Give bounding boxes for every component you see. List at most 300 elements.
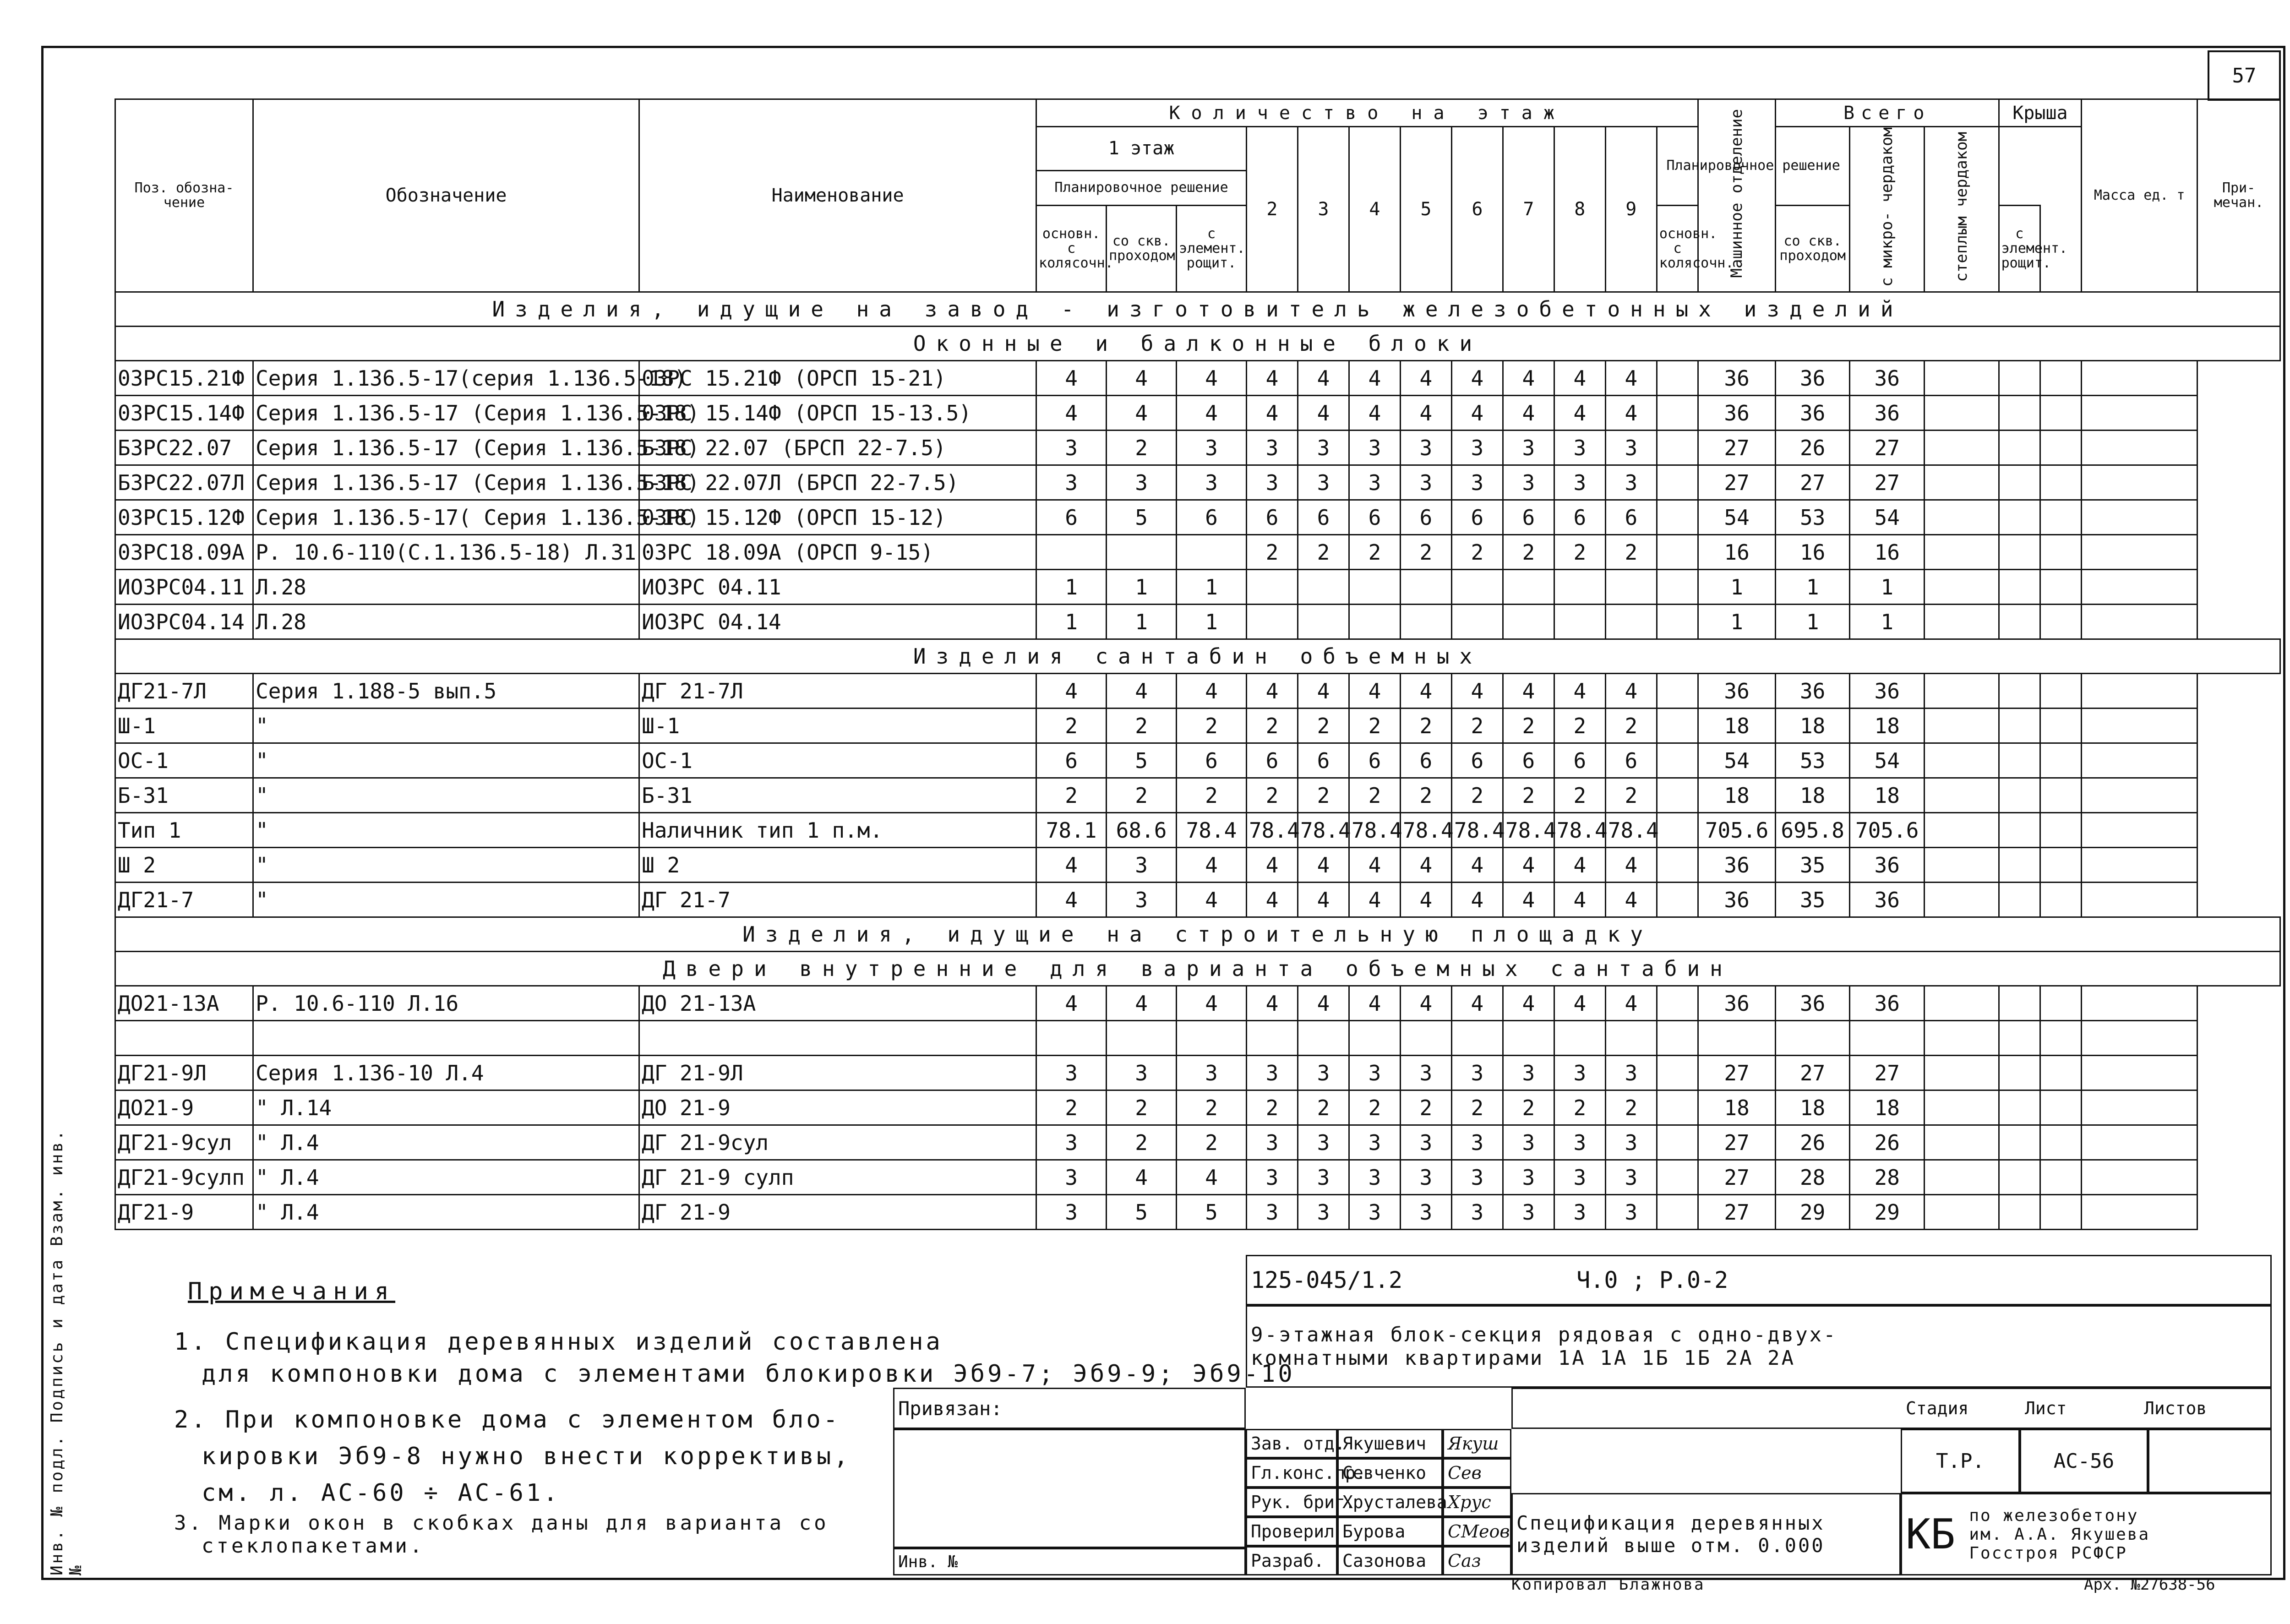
cell-total: 27	[1850, 431, 1925, 465]
cell-machine-room	[1657, 1125, 1698, 1160]
cell-empty	[1999, 1021, 2040, 1056]
cell-name: ИО3РС 04.14	[639, 605, 1036, 639]
cell-qty: 6	[1177, 500, 1247, 535]
cell-machine-room	[1657, 396, 1698, 431]
cell-total: 16	[1698, 535, 1776, 570]
cell-empty	[1999, 778, 2040, 813]
cell-qty: 2	[1298, 708, 1349, 743]
col-floor1: 1 этаж	[1036, 127, 1247, 171]
cell-position: ДО21-13А	[115, 986, 253, 1021]
cell-position: ДГ21-9Л	[115, 1056, 253, 1090]
cell-total: 705.6	[1698, 813, 1776, 848]
cell-qty	[1349, 605, 1400, 639]
cell-empty	[1999, 1125, 2040, 1160]
cell-qty: 4	[1298, 396, 1349, 431]
cell-total: 18	[1850, 778, 1925, 813]
cell-qty: 2	[1554, 1090, 1605, 1125]
cell-total: 18	[1775, 778, 1850, 813]
title-block	[893, 1255, 2281, 1594]
section-title-2: Изделия сантабин объемных	[115, 639, 2280, 674]
cell-total: 27	[1698, 431, 1776, 465]
cell-empty	[2082, 431, 2197, 465]
section-title-3a: Двери внутренние для варианта объемных сантабин	[115, 952, 2280, 986]
cell-position: ДГ21-7Л	[115, 674, 253, 708]
cell-total: 36	[1850, 396, 1925, 431]
cell-empty	[1925, 883, 1999, 917]
cell-name: ДГ 21-9 сулп	[639, 1160, 1036, 1195]
cell-name: ДГ 21-9Л	[639, 1056, 1036, 1090]
cell-designation: Серия 1.136.5-17( Серия 1.136.5-18)	[253, 500, 639, 535]
cell-qty: 3	[1400, 465, 1451, 500]
cell-qty: 3	[1554, 1056, 1605, 1090]
note-3a: 3. Марки окон в скобках даны для варианта со	[174, 1511, 829, 1535]
col-roof-a: с микро- чердаком	[1850, 127, 1925, 292]
cell-empty	[2082, 743, 2197, 778]
cell-qty: 3	[1298, 1160, 1349, 1195]
cell-empty	[2082, 778, 2197, 813]
cell-name: 03РС 15.12Ф (ОРСП 15-12)	[639, 500, 1036, 535]
cell-total: 1	[1775, 570, 1850, 605]
cell-qty: 2	[1246, 1090, 1298, 1125]
cell-total: 28	[1775, 1160, 1850, 1195]
stamp-title-1: 9-этажная блок-секция рядовая с одно-двух-	[1251, 1323, 1837, 1346]
cell-qty: 3	[1036, 1056, 1107, 1090]
cell-qty: 6	[1036, 743, 1107, 778]
cell-empty	[2082, 883, 2197, 917]
cell-empty	[2040, 535, 2081, 570]
cell-empty	[1925, 1160, 1999, 1195]
cell-empty	[2082, 1056, 2197, 1090]
side-strip-label: Инв. № подл. Подпись и дата Взам. инв.№	[48, 1128, 85, 1575]
cell-qty	[1400, 1021, 1451, 1056]
cell-qty: 4	[1246, 361, 1298, 396]
cell-qty: 1	[1036, 570, 1107, 605]
cell-total: 705.6	[1850, 813, 1925, 848]
cell-qty: 4	[1503, 848, 1554, 883]
cell-qty: 3	[1349, 465, 1400, 500]
cell-total: 36	[1775, 674, 1850, 708]
cell-qty: 4	[1107, 361, 1177, 396]
cell-qty: 4	[1451, 396, 1503, 431]
cell-qty: 6	[1400, 743, 1451, 778]
table-row	[115, 743, 2280, 778]
stamp-role: Рук. бриг.	[1246, 1488, 1337, 1517]
stamp-role: Зав. отд.	[1246, 1429, 1337, 1458]
note-2b: кировки Эб9-8 нужно внести коррективы,	[202, 1443, 851, 1470]
cell-total	[1850, 1021, 1925, 1056]
cell-machine-room	[1657, 570, 1698, 605]
cell-total: 35	[1775, 883, 1850, 917]
cell-empty	[2082, 535, 2197, 570]
cell-empty	[1999, 883, 2040, 917]
cell-position: 03РС15.12Ф	[115, 500, 253, 535]
cell-total: 36	[1698, 986, 1776, 1021]
cell-qty: 4	[1036, 361, 1107, 396]
col-floor-7: 7	[1503, 127, 1554, 292]
cell-empty	[1925, 1125, 1999, 1160]
cell-name: ОС-1	[639, 743, 1036, 778]
cell-qty: 2	[1503, 535, 1554, 570]
cell-qty: 4	[1036, 883, 1107, 917]
cell-qty: 3	[1349, 1195, 1400, 1230]
col-f1-walk: со скв. проходом	[1107, 205, 1177, 292]
cell-empty	[1925, 500, 1999, 535]
cell-empty	[1925, 708, 1999, 743]
cell-qty: 3	[1036, 465, 1107, 500]
cell-name: 03РС 15.21Ф (ОРСП 15-21)	[639, 361, 1036, 396]
stamp-person: Сазонова	[1337, 1546, 1443, 1575]
cell-empty	[2040, 1056, 2081, 1090]
cell-empty	[2082, 1125, 2197, 1160]
cell-qty: 2	[1298, 535, 1349, 570]
cell-qty: 2	[1605, 708, 1657, 743]
cell-qty: 2	[1554, 778, 1605, 813]
cell-empty	[1925, 570, 1999, 605]
cell-total: 36	[1775, 396, 1850, 431]
cell-qty: 3	[1605, 1056, 1657, 1090]
cell-position: ДГ21-9сул	[115, 1125, 253, 1160]
cell-total: 29	[1775, 1195, 1850, 1230]
stamp-signature: Хрус	[1443, 1488, 1511, 1517]
cell-machine-room	[1657, 708, 1698, 743]
cell-qty	[1246, 1021, 1298, 1056]
cell-qty: 78.4	[1246, 813, 1298, 848]
cell-empty	[1925, 743, 1999, 778]
cell-empty	[1925, 361, 1999, 396]
cell-qty: 2	[1107, 431, 1177, 465]
cell-qty: 6	[1246, 500, 1298, 535]
cell-qty: 2	[1177, 1125, 1247, 1160]
cell-qty: 3	[1107, 883, 1177, 917]
cell-empty	[1999, 535, 2040, 570]
cell-qty: 4	[1177, 986, 1247, 1021]
cell-qty	[1036, 1021, 1107, 1056]
cell-designation: Л.28	[253, 570, 639, 605]
note-2a: 2. При компоновке дома с элементом бло-	[174, 1406, 840, 1433]
cell-qty: 2	[1451, 535, 1503, 570]
cell-qty: 2	[1349, 1090, 1400, 1125]
cell-position: Ш-1	[115, 708, 253, 743]
stamp-sheet-label: Лист	[2025, 1398, 2067, 1418]
cell-designation: Л.28	[253, 605, 639, 639]
cell-qty: 1	[1177, 605, 1247, 639]
cell-machine-room	[1657, 813, 1698, 848]
cell-empty	[1925, 1021, 1999, 1056]
col-t-walk: со скв. проходом	[1775, 205, 1850, 292]
cell-machine-room	[1657, 1160, 1698, 1195]
stamp-role: Проверил	[1246, 1517, 1337, 1546]
cell-empty	[1999, 986, 2040, 1021]
cell-qty: 3	[1246, 1125, 1298, 1160]
stamp-person: Бурова	[1337, 1517, 1443, 1546]
cell-qty: 2	[1349, 535, 1400, 570]
cell-empty	[1925, 465, 1999, 500]
cell-qty	[1605, 570, 1657, 605]
cell-designation: "	[253, 813, 639, 848]
cell-qty	[1554, 605, 1605, 639]
cell-name: 03РС 15.14Ф (ОРСП 15-13.5)	[639, 396, 1036, 431]
cell-qty	[1177, 1021, 1247, 1056]
cell-name: ДГ 21-9сул	[639, 1125, 1036, 1160]
cell-qty: 6	[1605, 500, 1657, 535]
cell-qty: 4	[1605, 986, 1657, 1021]
cell-total	[1775, 1021, 1850, 1056]
cell-empty	[2082, 500, 2197, 535]
cell-total: 1	[1775, 605, 1850, 639]
cell-total: 54	[1850, 743, 1925, 778]
cell-qty: 4	[1451, 986, 1503, 1021]
cell-position: ДО21-9	[115, 1090, 253, 1125]
cell-qty: 3	[1451, 1160, 1503, 1195]
cell-qty: 3	[1036, 1195, 1107, 1230]
cell-qty: 4	[1177, 1160, 1247, 1195]
cell-position: ИО3РС04.11	[115, 570, 253, 605]
cell-qty: 4	[1177, 396, 1247, 431]
cell-total: 26	[1775, 1125, 1850, 1160]
cell-qty: 5	[1107, 1195, 1177, 1230]
cell-total: 36	[1698, 883, 1776, 917]
cell-empty	[1925, 1056, 1999, 1090]
cell-qty: 4	[1036, 848, 1107, 883]
note-1a: 1. Спецификация деревянных изделий составлена	[174, 1328, 943, 1356]
cell-qty: 4	[1400, 396, 1451, 431]
cell-qty: 3	[1036, 1125, 1107, 1160]
cell-empty	[1925, 396, 1999, 431]
cell-qty: 3	[1605, 1160, 1657, 1195]
stamp-code: 125-045/1.2	[1251, 1267, 1403, 1293]
table-row	[115, 396, 2280, 431]
cell-qty: 3	[1298, 465, 1349, 500]
cell-qty: 6	[1177, 743, 1247, 778]
cell-empty	[2082, 361, 2197, 396]
cell-qty: 3	[1554, 1195, 1605, 1230]
cell-total: 36	[1850, 848, 1925, 883]
cell-qty: 2	[1400, 708, 1451, 743]
cell-qty: 3	[1400, 1056, 1451, 1090]
cell-qty: 3	[1349, 1125, 1400, 1160]
col-pos: Поз. обозна- чение	[115, 99, 253, 292]
cell-empty	[2040, 1125, 2081, 1160]
cell-machine-room	[1657, 1195, 1698, 1230]
cell-total: 27	[1850, 1056, 1925, 1090]
cell-qty: 4	[1246, 674, 1298, 708]
cell-total: 18	[1775, 708, 1850, 743]
cell-qty: 3	[1298, 1195, 1349, 1230]
cell-qty: 2	[1451, 1090, 1503, 1125]
cell-total: 27	[1850, 465, 1925, 500]
cell-qty: 3	[1503, 1125, 1554, 1160]
col-designation: Обозначение	[253, 99, 639, 292]
cell-empty	[1999, 500, 2040, 535]
col-floor-2: 2	[1246, 127, 1298, 292]
cell-qty: 4	[1349, 883, 1400, 917]
cell-name: Ш 2	[639, 848, 1036, 883]
cell-empty	[2082, 1195, 2197, 1230]
cell-empty	[1999, 465, 2040, 500]
cell-total: 26	[1775, 431, 1850, 465]
cell-qty: 6	[1298, 500, 1349, 535]
cell-qty: 2	[1400, 535, 1451, 570]
org-logo: КБ	[1906, 1510, 1956, 1559]
cell-qty	[1503, 605, 1554, 639]
cell-qty: 6	[1503, 743, 1554, 778]
stamp-stage: Т.Р.	[1901, 1429, 2020, 1493]
cell-qty: 4	[1554, 883, 1605, 917]
cell-designation: " Л.14	[253, 1090, 639, 1125]
cell-qty: 4	[1177, 674, 1247, 708]
cell-total: 54	[1698, 500, 1776, 535]
table-row	[115, 883, 2280, 917]
table-row	[115, 1195, 2280, 1230]
cell-qty: 4	[1400, 848, 1451, 883]
cell-qty	[1036, 535, 1107, 570]
cell-name: Б-31	[639, 778, 1036, 813]
cell-empty	[2082, 708, 2197, 743]
cell-qty: 3	[1107, 848, 1177, 883]
cell-total: 29	[1850, 1195, 1925, 1230]
cell-qty: 4	[1246, 396, 1298, 431]
col-qty-per-floor: Количество на этаж	[1036, 99, 1698, 127]
cell-total: 36	[1698, 361, 1776, 396]
cell-qty: 3	[1400, 1160, 1451, 1195]
sheet-number: 57	[2208, 50, 2281, 101]
cell-empty	[1925, 813, 1999, 848]
cell-qty: 4	[1605, 396, 1657, 431]
cell-qty: 3	[1246, 1160, 1298, 1195]
cell-qty: 4	[1246, 848, 1298, 883]
cell-total: 27	[1775, 1056, 1850, 1090]
cell-qty	[1246, 605, 1298, 639]
cell-qty: 4	[1349, 848, 1400, 883]
cell-qty: 4	[1554, 361, 1605, 396]
cell-machine-room	[1657, 778, 1698, 813]
cell-qty: 4	[1451, 674, 1503, 708]
cell-empty	[2040, 396, 2081, 431]
cell-qty: 2	[1298, 778, 1349, 813]
cell-position: ИО3РС04.14	[115, 605, 253, 639]
cell-qty: 2	[1246, 708, 1298, 743]
cell-qty: 3	[1605, 465, 1657, 500]
cell-empty	[2040, 883, 2081, 917]
table-row	[115, 1160, 2280, 1195]
cell-qty: 3	[1298, 1125, 1349, 1160]
cell-empty	[1999, 1090, 2040, 1125]
cell-qty: 4	[1298, 883, 1349, 917]
cell-qty: 2	[1400, 778, 1451, 813]
cell-qty	[1298, 1021, 1349, 1056]
cell-total: 18	[1698, 1090, 1776, 1125]
cell-qty: 2	[1554, 535, 1605, 570]
cell-qty: 4	[1554, 674, 1605, 708]
cell-qty: 3	[1349, 1160, 1400, 1195]
cell-machine-room	[1657, 1021, 1698, 1056]
cell-qty: 3	[1503, 1195, 1554, 1230]
cell-qty	[1451, 605, 1503, 639]
cell-name: ДО 21-9	[639, 1090, 1036, 1125]
table-row	[115, 1090, 2280, 1125]
cell-qty: 2	[1036, 1090, 1107, 1125]
stamp-stage-label: Стадия	[1906, 1398, 1969, 1418]
cell-machine-room	[1657, 535, 1698, 570]
cell-qty: 3	[1605, 1195, 1657, 1230]
cell-qty: 4	[1451, 361, 1503, 396]
cell-qty: 6	[1349, 500, 1400, 535]
cell-qty: 4	[1298, 848, 1349, 883]
cell-qty: 2	[1107, 708, 1177, 743]
side-strip	[44, 1117, 85, 1575]
cell-qty	[1503, 1021, 1554, 1056]
cell-qty: 4	[1107, 1160, 1177, 1195]
cell-machine-room	[1657, 465, 1698, 500]
cell-total: 27	[1698, 1056, 1776, 1090]
cell-qty: 4	[1605, 883, 1657, 917]
cell-empty	[1999, 1056, 2040, 1090]
stamp-org	[1901, 1493, 2272, 1575]
cell-empty	[2040, 813, 2081, 848]
cell-empty	[1999, 708, 2040, 743]
cell-empty	[2040, 1195, 2081, 1230]
stamp-person: Якушевич	[1337, 1429, 1443, 1458]
cell-qty: 2	[1298, 1090, 1349, 1125]
cell-total: 27	[1698, 465, 1776, 500]
cell-empty	[2040, 1160, 2081, 1195]
cell-qty: 2	[1107, 1125, 1177, 1160]
stamp-doc-2: изделий выше отм. 0.000	[1516, 1534, 1825, 1557]
cell-qty: 4	[1451, 883, 1503, 917]
cell-qty: 78.4	[1177, 813, 1247, 848]
table-row	[115, 1125, 2280, 1160]
cell-qty: 3	[1605, 1125, 1657, 1160]
cell-empty	[2082, 986, 2197, 1021]
cell-qty: 4	[1503, 361, 1554, 396]
cell-empty	[1925, 674, 1999, 708]
cell-qty: 2	[1451, 708, 1503, 743]
cell-total: 27	[1775, 465, 1850, 500]
col-floor-9: 9	[1605, 127, 1657, 292]
cell-total: 27	[1698, 1125, 1776, 1160]
cell-qty: 3	[1177, 465, 1247, 500]
cell-qty: 2	[1503, 1090, 1554, 1125]
stamp-tied: Привязан:	[893, 1388, 1246, 1429]
cell-qty: 4	[1107, 674, 1177, 708]
col-floor-4: 4	[1349, 127, 1400, 292]
cell-empty	[2082, 396, 2197, 431]
cell-name: Б3РС 22.07Л (БРСП 22-7.5)	[639, 465, 1036, 500]
cell-qty: 2	[1605, 535, 1657, 570]
cell-qty: 1	[1036, 605, 1107, 639]
cell-qty: 3	[1554, 1125, 1605, 1160]
cell-total: 28	[1850, 1160, 1925, 1195]
cell-qty	[1451, 570, 1503, 605]
cell-qty	[1298, 570, 1349, 605]
cell-qty: 4	[1554, 848, 1605, 883]
table-row	[115, 535, 2280, 570]
cell-empty	[2082, 1021, 2197, 1056]
stamp-person: Севченко	[1337, 1458, 1443, 1488]
table-row	[115, 431, 2280, 465]
cell-qty: 4	[1503, 883, 1554, 917]
cell-position: 03РС18.09А	[115, 535, 253, 570]
cell-qty: 4	[1036, 986, 1107, 1021]
cell-qty: 4	[1177, 361, 1247, 396]
section-title-1: Изделия, идущие на завод - изготовитель железобетонных изделий	[115, 292, 2280, 327]
cell-total: 36	[1850, 674, 1925, 708]
cell-qty: 3	[1554, 431, 1605, 465]
table-row	[115, 1021, 2280, 1056]
cell-qty: 6	[1451, 743, 1503, 778]
cell-position	[115, 1021, 253, 1056]
cell-designation: Р. 10.6-110(С.1.136.5-18) Л.31	[253, 535, 639, 570]
